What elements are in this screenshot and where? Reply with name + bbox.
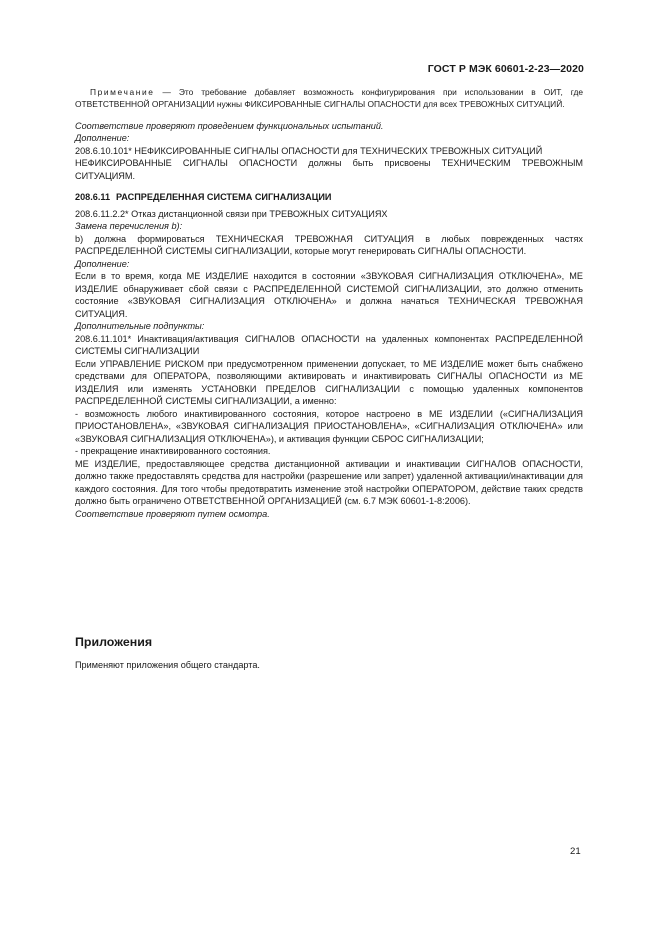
document-header: ГОСТ Р МЭК 60601-2-23—2020: [427, 63, 584, 75]
bullet-termination: - прекращение инактивированного состояния.: [75, 446, 271, 457]
section-heading: [75, 191, 583, 204]
clause-208-6-11-2-2: 208.6.11.2.2* Отказ дистанционной связи при ТРЕВОЖНЫХ СИТУАЦИЯХ: [75, 208, 388, 219]
clause-208-6-10-101: 208.6.10.101* НЕФИКСИРОВАННЫЕ СИГНАЛЫ ОПАСНОСТИ для ТЕХНИЧЕСКИХ ТРЕВОЖНЫХ СИТУАЦИЙ: [75, 145, 543, 156]
item-b: b) должна формироваться ТЕХНИЧЕСКАЯ ТРЕВОЖНАЯ СИТУАЦИЯ в любых поврежденных частях РАСПРЕДЕЛЕННОЙ СИСТЕМЫ СИГНАЛИЗАЦИИ, которые могут генерировать СИГНАЛЫ ОПАСНОСТИ.: [75, 233, 583, 257]
me-equipment-paragraph: МЕ ИЗДЕЛИЕ, предоставляющее средства дистанционной активации и инактивации СИГНАЛОВ ОПАСНОСТИ, должно также предоставлять средства для настройки (разрешение или запрет) удаленной активации/инактивации для каждого состояния. Для того чтобы предотвратить изменение этой настройки ОПЕРАТОРОМ, действие таких средств должно быть ограничено ОТВЕТСТВЕННОЙ ОРГАНИЗАЦИЕЙ (см. 6.7 МЭК 60601-1-8:2006).: [75, 458, 583, 507]
extra-subclauses-label: Дополнительные подпункты:: [75, 321, 205, 332]
replacement-label: Замена перечисления b):: [75, 221, 183, 232]
section-title: РАСПРЕДЕЛЕННАЯ СИСТЕМА СИГНАЛИЗАЦИИ: [116, 192, 332, 203]
note-label: Примечание: [90, 87, 155, 97]
clause-208-6-11-101: 208.6.11.101* Инактивация/активация СИГНАЛОВ ОПАСНОСТИ на удаленных компонентах РАСПРЕДЕЛЕННОЙ СИСТЕМЫ СИГНАЛИЗАЦИИ: [75, 333, 583, 357]
addition-label-2: Дополнение:: [75, 258, 130, 269]
main-text: [75, 87, 583, 520]
page-number: 21: [570, 846, 581, 857]
annex-heading: Приложения: [75, 635, 153, 649]
check-inspection: Соответствие проверяют путем осмотра.: [75, 508, 270, 519]
check-functional-text: Соответствие проверяют проведением функциональных испытаний.: [75, 120, 384, 131]
note-text: — Это требование добавляет возможность конфигурирования при использовании в ОИТ, где ОТВЕТСТВЕННОЙ ОРГАНИЗАЦИИ нужны ФИКСИРОВАННЫЕ СИГНАЛЫ ОПАСНОСТИ для всех ТРЕВОЖНЫХ СИТУАЦИЙ.: [75, 87, 583, 109]
nonfixed-paragraph: НЕФИКСИРОВАННЫЕ СИГНАЛЫ ОПАСНОСТИ должны быть присвоены ТЕХНИЧЕСКИМ ТРЕВОЖНЫМ СИТУАЦИЯМ.: [75, 158, 583, 181]
note-paragraph: [75, 87, 583, 111]
bullet-inactivated-state: - возможность любого инактивированного состояния, которое настроено в МЕ ИЗДЕЛИИ («СИГНАЛИЗАЦИЯ ПРИОСТАНОВЛЕНА», «ЗВУКОВАЯ СИГНАЛИЗАЦИЯ ПРИОСТАНОВЛЕНА», «СИГНАЛИЗАЦИЯ ОТКЛЮЧЕНА» или «ЗВУКОВАЯ СИГНАЛИЗАЦИЯ ОТКЛЮЧЕНА»), и активация функции СБРОС СИГНАЛИЗАЦИИ;: [75, 408, 583, 444]
comm-failure-paragraph: Если в то время, когда МЕ ИЗДЕЛИЕ находится в состоянии «ЗВУКОВАЯ СИГНАЛИЗАЦИЯ ОТКЛЮЧЕНА», МЕ ИЗДЕЛИЕ обнаруживает сбой связи с РАСПРЕДЕЛЕННОЙ СИСТЕМОЙ СИГНАЛИЗАЦИИ, это должно отменить состояние «ЗВУКОВАЯ СИГНАЛИЗАЦИЯ ОТКЛЮЧЕНА» и должна начаться ТЕХНИЧЕСКАЯ ТРЕВОЖНАЯ СИТУАЦИЯ.: [75, 271, 583, 319]
check-functional: [75, 120, 583, 133]
section-number: 208.6.11: [75, 192, 111, 203]
risk-paragraph: Если УПРАВЛЕНИЕ РИСКОМ при предусмотренном применении допускает, то МЕ ИЗДЕЛИЕ может быть снабжено средствами для ОПЕРАТОРА, позволяющими активировать и инактивировать СИГНАЛЫ ОПАСНОСТИ из МЕ ИЗДЕЛИЯ или изменять УСТАНОВКИ ПРЕДЕЛОВ СИГНАЛИЗАЦИИ с помощью удаленных компонентов РАСПРЕДЕЛЕННОЙ СИСТЕМЫ СИГНАЛИЗАЦИИ, а именно:: [75, 358, 583, 407]
annex-text: Применяют приложения общего стандарта.: [75, 660, 260, 670]
addition-label-1: Дополнение:: [75, 133, 130, 144]
